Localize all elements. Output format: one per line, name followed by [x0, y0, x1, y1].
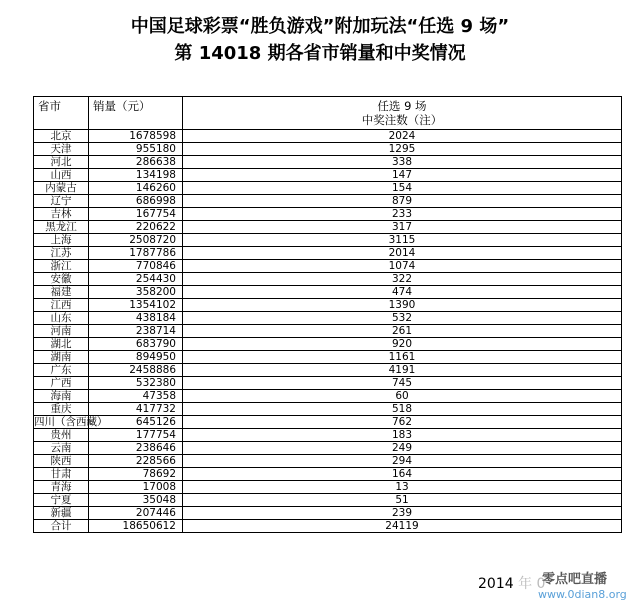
- table-header-row: [34, 97, 622, 130]
- table-row: [34, 273, 622, 286]
- table-row: [34, 247, 622, 260]
- cell-winners: 249: [183, 442, 622, 455]
- cell-winners: 294: [183, 455, 622, 468]
- table-row: [34, 468, 622, 481]
- cell-province: 广东: [34, 364, 89, 377]
- cell-winners: 1295: [183, 143, 622, 156]
- cell-winners: 13: [183, 481, 622, 494]
- cell-province: 海南: [34, 390, 89, 403]
- cell-winners: 24119: [183, 520, 622, 533]
- table-row: [34, 442, 622, 455]
- cell-province: 山东: [34, 312, 89, 325]
- cell-winners: 474: [183, 286, 622, 299]
- cell-province: 湖北: [34, 338, 89, 351]
- cell-province: 天津: [34, 143, 89, 156]
- table-row: [34, 260, 622, 273]
- cell-winners: 51: [183, 494, 622, 507]
- cell-winners: 879: [183, 195, 622, 208]
- table-row: [34, 143, 622, 156]
- cell-sales: 1354102: [89, 299, 183, 312]
- table-row: [34, 390, 622, 403]
- header-winners-line2: 中奖注数（注）: [361, 113, 443, 127]
- cell-sales: 17008: [89, 481, 183, 494]
- cell-province: 内蒙古: [34, 182, 89, 195]
- footer-date-year: 2014: [478, 576, 514, 592]
- cell-province: 广西: [34, 377, 89, 390]
- table-row: [34, 429, 622, 442]
- cell-winners: 532: [183, 312, 622, 325]
- table-row: [34, 494, 622, 507]
- cell-winners: 338: [183, 156, 622, 169]
- cell-winners: 762: [183, 416, 622, 429]
- table-row: [34, 195, 622, 208]
- table-row: [34, 377, 622, 390]
- cell-winners: 233: [183, 208, 622, 221]
- cell-sales: 2458886: [89, 364, 183, 377]
- cell-province: 辽宁: [34, 195, 89, 208]
- table-row: [34, 520, 622, 533]
- table-row: [34, 507, 622, 520]
- cell-winners: 183: [183, 429, 622, 442]
- cell-sales: 683790: [89, 338, 183, 351]
- header-province: 省市: [34, 97, 89, 130]
- cell-sales: 438184: [89, 312, 183, 325]
- cell-winners: 60: [183, 390, 622, 403]
- cell-sales: 770846: [89, 260, 183, 273]
- table-row: [34, 481, 622, 494]
- cell-sales: 238646: [89, 442, 183, 455]
- footer-date-rest: 年 0: [518, 576, 546, 592]
- cell-winners: 2014: [183, 247, 622, 260]
- cell-sales: 47358: [89, 390, 183, 403]
- cell-sales: 417732: [89, 403, 183, 416]
- table-row: [34, 286, 622, 299]
- cell-sales: 358200: [89, 286, 183, 299]
- table-row: [34, 130, 622, 143]
- cell-province: 黑龙江: [34, 221, 89, 234]
- cell-sales: 35048: [89, 494, 183, 507]
- cell-sales: 167754: [89, 208, 183, 221]
- cell-province: 福建: [34, 286, 89, 299]
- cell-winners: 745: [183, 377, 622, 390]
- cell-sales: 18650612: [89, 520, 183, 533]
- cell-province: 青海: [34, 481, 89, 494]
- cell-winners: 518: [183, 403, 622, 416]
- cell-winners: 1390: [183, 299, 622, 312]
- cell-province: 湖南: [34, 351, 89, 364]
- cell-province: 重庆: [34, 403, 89, 416]
- table-row: [34, 221, 622, 234]
- cell-sales: 686998: [89, 195, 183, 208]
- header-sales: 销量（元）: [89, 97, 183, 130]
- sales-table: [33, 96, 622, 533]
- cell-sales: 2508720: [89, 234, 183, 247]
- cell-province: 云南: [34, 442, 89, 455]
- header-winners-line1: 任选 9 场: [377, 99, 427, 113]
- cell-province: 陕西: [34, 455, 89, 468]
- cell-winners: 2024: [183, 130, 622, 143]
- cell-sales: 146260: [89, 182, 183, 195]
- cell-province: 合计: [34, 520, 89, 533]
- cell-province: 江苏: [34, 247, 89, 260]
- cell-sales: 955180: [89, 143, 183, 156]
- cell-province: 上海: [34, 234, 89, 247]
- cell-sales: 220622: [89, 221, 183, 234]
- table-row: [34, 312, 622, 325]
- cell-sales: 177754: [89, 429, 183, 442]
- cell-province: 山西: [34, 169, 89, 182]
- table-row: [34, 169, 622, 182]
- cell-sales: 228566: [89, 455, 183, 468]
- cell-sales: 207446: [89, 507, 183, 520]
- table-row: [34, 364, 622, 377]
- document-subtitle: 第 14018 期各省市销量和中奖情况: [174, 43, 466, 64]
- header-winners: [183, 97, 622, 130]
- cell-sales: 1678598: [89, 130, 183, 143]
- cell-sales: 532380: [89, 377, 183, 390]
- table-row: [34, 455, 622, 468]
- cell-winners: 164: [183, 468, 622, 481]
- table-row: [34, 208, 622, 221]
- cell-sales: 134198: [89, 169, 183, 182]
- cell-province: 吉林: [34, 208, 89, 221]
- cell-winners: 4191: [183, 364, 622, 377]
- cell-sales: 78692: [89, 468, 183, 481]
- table-row: [34, 325, 622, 338]
- cell-sales: 254430: [89, 273, 183, 286]
- cell-province: 甘肃: [34, 468, 89, 481]
- cell-winners: 322: [183, 273, 622, 286]
- cell-winners: 154: [183, 182, 622, 195]
- cell-province: 四川（含西藏）: [34, 416, 108, 428]
- cell-province: 江西: [34, 299, 89, 312]
- cell-winners: 261: [183, 325, 622, 338]
- cell-province: 贵州: [34, 429, 89, 442]
- table-row: [34, 338, 622, 351]
- cell-sales: 645126: [89, 416, 183, 429]
- table-row: [34, 156, 622, 169]
- document-title: 中国足球彩票“胜负游戏”附加玩法“任选 9 场”: [130, 16, 510, 37]
- cell-sales: 238714: [89, 325, 183, 338]
- watermark-url: www.0dian8.org: [538, 588, 627, 601]
- cell-sales: 1787786: [89, 247, 183, 260]
- cell-winners: 147: [183, 169, 622, 182]
- cell-winners: 1074: [183, 260, 622, 273]
- cell-sales: 286638: [89, 156, 183, 169]
- table-body: [34, 130, 622, 533]
- cell-province: 浙江: [34, 260, 89, 273]
- table-row: [34, 299, 622, 312]
- cell-winners: 3115: [183, 234, 622, 247]
- cell-winners: 920: [183, 338, 622, 351]
- cell-province: 安徽: [34, 273, 89, 286]
- table-row: [34, 182, 622, 195]
- cell-winners: 1161: [183, 351, 622, 364]
- cell-province: 北京: [34, 130, 89, 143]
- cell-winners: 239: [183, 507, 622, 520]
- cell-winners: 317: [183, 221, 622, 234]
- table-row: [34, 351, 622, 364]
- table-row: [34, 234, 622, 247]
- table-row: [34, 403, 622, 416]
- cell-province: 宁夏: [34, 494, 89, 507]
- footer-date: [478, 573, 545, 593]
- cell-province: 河南: [34, 325, 89, 338]
- table-row: [34, 416, 622, 429]
- cell-province: 新疆: [34, 507, 89, 520]
- cell-province: 河北: [34, 156, 89, 169]
- cell-sales: 894950: [89, 351, 183, 364]
- watermark-name: 零点吧直播: [542, 572, 608, 587]
